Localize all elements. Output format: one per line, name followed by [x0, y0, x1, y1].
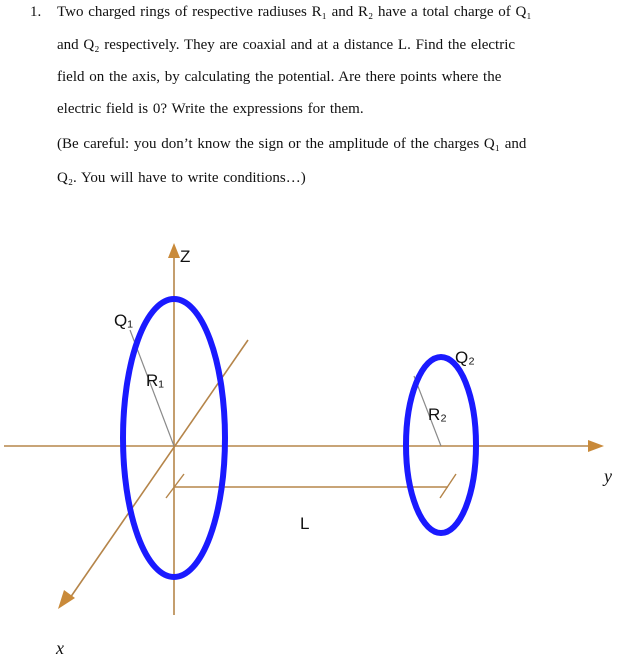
problem-line-2: and Q₂ respectively. They are coaxial and at a distance L. Find the electric [57, 37, 516, 53]
problem-line-5: (Be careful: you don’t know the sign or the amplitude of the charges Q₁ and [57, 136, 527, 152]
distance-tick-left [166, 474, 184, 498]
ring2-radius-label: R₂ [428, 405, 447, 424]
distance-tick-right [440, 474, 456, 498]
x-axis-arrow [58, 590, 75, 609]
x-axis-label: x [56, 638, 64, 658]
problem-line-3: field on the axis, by calculating the potential. Are there points where the [57, 69, 502, 85]
problem-line-4: electric field is 0? Write the expressions for them. [57, 101, 364, 117]
ring1-charge-label: Q₁ [114, 311, 133, 330]
z-axis-arrow [168, 243, 180, 258]
problem-number: 1. [30, 4, 42, 20]
ring2-charge-label: Q₂ [455, 348, 475, 367]
y-axis-label: y [604, 466, 612, 486]
problem-line-6: Q₂. You will have to write conditions…) [57, 170, 306, 186]
ring1-radius-label: R₁ [146, 371, 165, 390]
z-axis-label: Z [180, 247, 191, 266]
problem-line-1: Two charged rings of respective radiuses R₁ and R₂ have a total charge of Q₁ [57, 4, 532, 20]
distance-label: L [300, 514, 310, 533]
y-axis-arrow [588, 440, 604, 452]
